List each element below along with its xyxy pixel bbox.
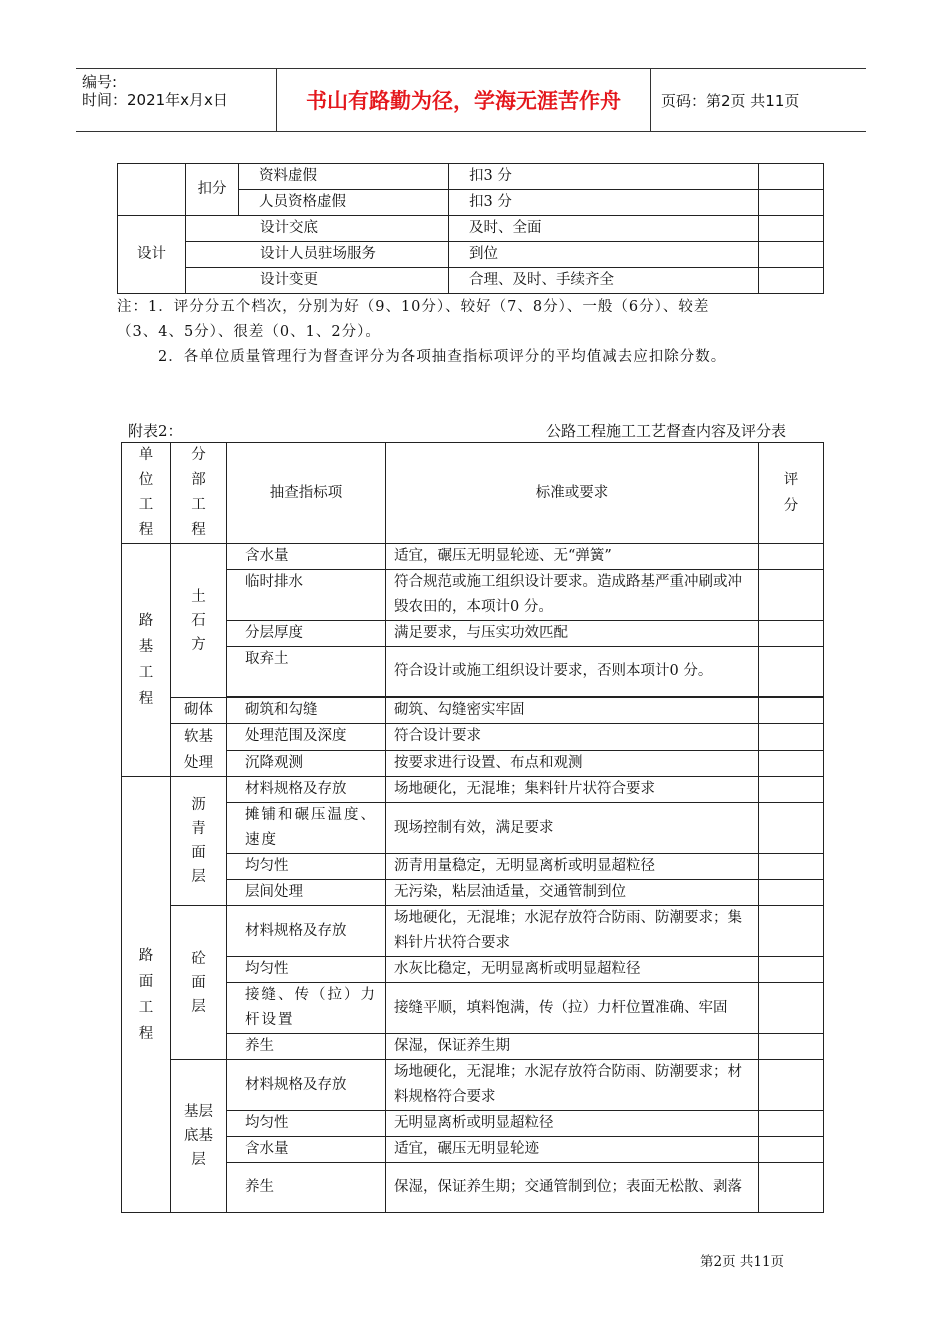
sub-earthwork: 土 石 方 — [171, 544, 227, 698]
indicator-cell: 材料规格及存放 — [227, 906, 386, 957]
header-score: 评 分 — [759, 443, 824, 544]
indicator-cell: 养生 — [227, 1034, 386, 1060]
standard-cell: 满足要求，与压实功效匹配 — [386, 621, 759, 647]
score-cell — [759, 906, 824, 957]
score-cell — [759, 544, 824, 570]
standard-cell: 扣3 分 — [449, 190, 759, 216]
score-cell — [759, 647, 824, 697]
construction-table — [121, 442, 824, 1213]
standard-cell: 及时、全面 — [449, 216, 759, 242]
score-cell — [759, 190, 824, 216]
note-line-3: 2．各单位质量管理行为督查评分为各项抽查指标项评分的平均值减去应扣除分数。 — [158, 349, 727, 365]
indicator-cell: 砌筑和勾缝 — [227, 698, 386, 724]
time-label: 时间：2021年x月x日 — [82, 91, 228, 109]
indicator-cell: 设计人员驻场服务 — [186, 242, 449, 268]
indicator-cell: 取弃土 — [227, 647, 386, 697]
indicator-cell: 临时排水 — [227, 570, 386, 621]
standard-cell: 无污染，粘层油适量，交通管制到位 — [386, 880, 759, 906]
deduct-group-label: 扣分 — [186, 164, 239, 216]
sub-asphalt: 沥 青 面 层 — [171, 777, 227, 906]
sub-concrete: 砼 面 层 — [171, 906, 227, 1060]
standard-cell: 符合规范或施工组织设计要求。造成路基严重冲刷或冲毁农田的，本项计0 分。 — [386, 570, 759, 621]
standard-cell: 场地硬化，无混堆；集料针片状符合要求 — [386, 777, 759, 803]
standard-cell: 保湿，保证养生期；交通管制到位；表面无松散、剥落 — [386, 1163, 759, 1213]
score-cell — [759, 268, 824, 294]
score-cell — [759, 1060, 824, 1111]
indicator-cell: 均匀性 — [227, 854, 386, 880]
score-cell — [759, 803, 824, 854]
standard-cell: 适宜，碾压无明显轮迹 — [386, 1137, 759, 1163]
header-unit: 单 位 工 程 — [122, 443, 171, 544]
header-indicator: 抽查指标项 — [227, 443, 386, 544]
standard-cell: 保湿，保证养生期 — [386, 1034, 759, 1060]
indicator-cell: 养生 — [227, 1163, 386, 1213]
header-sub: 分 部 工 程 — [171, 443, 227, 544]
score-cell — [759, 1034, 824, 1060]
header-meta — [76, 69, 277, 131]
standard-cell: 合理、及时、手续齐全 — [449, 268, 759, 294]
table1-blank-cell — [118, 164, 186, 216]
header-page-label: 页码：第2页 共11页 — [661, 91, 800, 110]
note-line-2: （3、4、5分）、很差（0、1、2分）。 — [117, 324, 381, 340]
serial-label: 编号: — [82, 73, 118, 91]
score-cell — [759, 957, 824, 983]
indicator-cell: 设计变更 — [186, 268, 449, 294]
indicator-cell: 含水量 — [227, 1137, 386, 1163]
page-header — [76, 68, 866, 132]
score-cell — [759, 1137, 824, 1163]
score-cell — [759, 698, 824, 724]
standard-cell: 砌筑、勾缝密实牢固 — [386, 698, 759, 724]
standard-cell: 到位 — [449, 242, 759, 268]
score-cell — [759, 164, 824, 190]
header-standard: 标准或要求 — [386, 443, 759, 544]
score-cell — [759, 750, 824, 777]
management-table — [117, 163, 824, 294]
indicator-cell: 均匀性 — [227, 1111, 386, 1137]
indicator-cell: 含水量 — [227, 544, 386, 570]
indicator-cell: 人员资格虚假 — [239, 190, 449, 216]
standard-cell: 符合设计要求 — [386, 724, 759, 751]
standard-cell: 符合设计或施工组织设计要求，否则本项计0 分。 — [386, 647, 759, 697]
sub-masonry: 砌体 — [171, 698, 227, 724]
standard-cell: 沥青用量稳定，无明显离析或明显超粒径 — [386, 854, 759, 880]
note-line-1: 注：1．评分分五个档次，分别为好（9、10分）、较好（7、8分）、一般（6分）、较差 — [117, 299, 710, 315]
indicator-cell: 层间处理 — [227, 880, 386, 906]
standard-cell: 场地硬化，无混堆；水泥存放符合防雨、防潮要求；材料规格符合要求 — [386, 1060, 759, 1111]
score-cell — [759, 1163, 824, 1213]
standard-cell: 接缝平顺，填料饱满，传（拉）力杆位置准确、牢固 — [386, 983, 759, 1034]
table-header-row — [122, 443, 824, 544]
sub-soft-foundation: 软基 处理 — [171, 724, 227, 777]
score-cell — [759, 242, 824, 268]
score-cell — [759, 621, 824, 647]
indicator-cell: 分层厚度 — [227, 621, 386, 647]
score-cell — [759, 854, 824, 880]
header-motto: 书山有路勤为径，学海无涯苦作舟 — [277, 69, 651, 131]
standard-cell: 扣3 分 — [449, 164, 759, 190]
indicator-cell: 均匀性 — [227, 957, 386, 983]
standard-cell: 无明显离析或明显超粒径 — [386, 1111, 759, 1137]
indicator-cell: 设计交底 — [186, 216, 449, 242]
standard-cell: 现场控制有效，满足要求 — [386, 803, 759, 854]
standard-cell: 按要求进行设置、布点和观测 — [386, 750, 759, 777]
score-cell — [759, 880, 824, 906]
appendix-label: 附表2： — [128, 422, 183, 440]
unit-pavement: 路 面 工 程 — [122, 777, 171, 1213]
design-group-label: 设计 — [118, 216, 186, 294]
indicator-cell: 处理范围及深度 — [227, 724, 386, 751]
score-cell — [759, 1111, 824, 1137]
score-cell — [759, 570, 824, 621]
indicator-cell: 材料规格及存放 — [227, 1060, 386, 1111]
sub-base-layer: 基层 底基 层 — [171, 1060, 227, 1213]
standard-cell: 水灰比稳定，无明显离析或明显超粒径 — [386, 957, 759, 983]
unit-roadbed: 路 基 工 程 — [122, 544, 171, 777]
score-cell — [759, 777, 824, 803]
appendix-title: 公路工程施工工艺督查内容及评分表 — [546, 422, 787, 440]
indicator-cell: 材料规格及存放 — [227, 777, 386, 803]
indicator-cell: 资料虚假 — [239, 164, 449, 190]
standard-cell: 场地硬化，无混堆；水泥存放符合防雨、防潮要求；集料针片状符合要求 — [386, 906, 759, 957]
score-cell — [759, 983, 824, 1034]
indicator-cell: 摊铺和碾压温度、速度 — [227, 803, 386, 854]
score-cell — [759, 724, 824, 751]
page-footer: 第2页 共11页 — [700, 1254, 785, 1270]
standard-cell: 适宜，碾压无明显轮迹、无“弹簧” — [386, 544, 759, 570]
score-cell — [759, 216, 824, 242]
indicator-cell: 接缝、传（拉）力杆设置 — [227, 983, 386, 1034]
indicator-cell: 沉降观测 — [227, 750, 386, 777]
